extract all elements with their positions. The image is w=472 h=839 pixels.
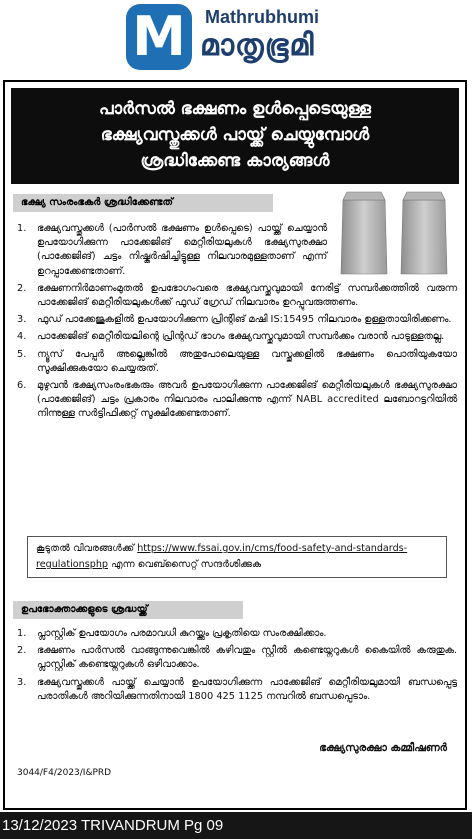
entrepreneur-guidelines-list bbox=[17, 222, 457, 425]
masthead bbox=[0, 0, 472, 78]
list-item: 4. പാക്കേജിങ് മെറ്റീരിയലിന്റെ പ്രിന്റഡ് ഭാഗം ഭക്ഷ്യവസ്തുവുമായി സമ്പർക്കം വരാൻ പാടുള്ളതല്ല. bbox=[17, 331, 445, 343]
logo-name-english: Mathrubhumi bbox=[205, 7, 319, 27]
release-code: 3044/F4/2023/I&PRD bbox=[17, 768, 112, 778]
list-item: 1. ഭക്ഷ്യവസ്തുക്കൾ (പാർസൽ ഭക്ഷണം ഉൾപ്പെടെ) പായ്ക്ക് ചെയ്യാൻ ഉപയോഗിക്കുന്ന പാക്കേജിങ് മെറ്റീരിയലുകൾ ഭക്ഷ്യസുരക്ഷാ (പാക്കേജിങ്) ചട്ടം നിഷ്കർഷിച്ചിട്ടുള്ള നിലവാരമുള്ളതാണ് എന്ന് ഉറപ്പാക്കേണ്ടതാണ്. bbox=[17, 223, 327, 277]
logo-name-malayalam: മാതൃഭൂമി bbox=[200, 28, 315, 63]
logo-mark: M bbox=[126, 4, 192, 70]
ad-title-line-1: പാർസൽ ഭക്ഷണം ഉൾപ്പെടെയുള്ള bbox=[98, 99, 371, 119]
ad-title-line-3: ശ്രദ്ധിക്കേണ്ട കാര്യങ്ങൾ bbox=[140, 151, 330, 171]
list-item: 3. ഫുഡ് പാക്കേജുകളിൽ ഉപയോഗിക്കുന്ന പ്രിന്റിങ് മഷി IS:15495 നിലവാരം ഉള്ളതായിരിക്കണം. bbox=[17, 314, 452, 326]
list-item: 3. ഭക്ഷ്യവസ്തുക്കൾ പായ്ക്ക് ചെയ്യാൻ ഉപയോഗിക്കുന്ന പാക്കേജിങ് മെറ്റീരിയലുമായി ബന്ധപ്പെട്ട പരാതികൾ അറിയിക്കുന്നതിനായി 1800 425 1125 നമ്പറിൽ ബന്ധപ്പെടാം. bbox=[17, 676, 457, 702]
list-item: 2. ഭക്ഷണം പാർസൽ വാങ്ങുന്നുവെങ്കിൽ കഴിവതും സ്റ്റീൽ കണ്ടെയ്നറുകൾ കൈയിൽ കരുതുക. പ്ലാസ്റ്റിക് കണ്ടെയ്നറുകൾ ഒഴിവാക്കാം. bbox=[17, 645, 457, 671]
list-item: 5. ന്യൂസ് പേപ്പർ അല്ലെങ്കിൽ അതുപോലെയുള്ള വസ്തുക്കളിൽ ഭക്ഷണം പൊതിയുകയോ സൂക്ഷിക്കുകയോ ചെയ്യരുത്. bbox=[17, 348, 457, 374]
list-item: 6. മുഴുവൻ ഭക്ഷ്യസംരംഭകരും അവർ ഉപയോഗിക്കുന്ന പാക്കേജിങ് മെറ്റീരിയലുകൾ ഭക്ഷ്യസുരക്ഷാ (പാക്കേജിങ്) ചട്ടം പ്രകാരം നിലവാരം പാലിക്കുന്നു എന്ന് NABL accredited ലബോറട്ടറിയിൽ നിന്നുള്ള സർട്ടിഫിക്കറ്റ് സൂക്ഷിക്കേണ്ടതാണ്. bbox=[17, 380, 457, 420]
more-info-suffix: എന്ന വെബ്സൈറ്റ് സന്ദർശിക്കുക bbox=[111, 559, 262, 570]
signoff-commissioner: ഭക്ഷ്യസുരക്ഷാ കമ്മീഷണർ bbox=[319, 742, 447, 754]
consumer-guidelines-list bbox=[17, 627, 457, 707]
more-info-box bbox=[27, 536, 447, 578]
advertisement bbox=[3, 80, 467, 810]
more-info-prefix: കൂടുതൽ വിവരങ്ങൾക്ക് bbox=[36, 543, 135, 554]
ad-title-line-2: ഭക്ഷ്യവസ്തുക്കൾ പായ്ക്ക് ചെയ്യുമ്പോൾ bbox=[100, 125, 370, 145]
list-item: 1. പ്ലാസ്റ്റിക് ഉപയോഗം പരമാവധി കുറയ്ക്കും പ്രകൃതിയെ സംരക്ഷിക്കാം. bbox=[17, 628, 327, 639]
page-footer-dateline: 13/12/2023 TRIVANDRUM Pg 09 bbox=[0, 812, 472, 839]
fssai-website-link[interactable]: https://www.fssai.gov.in/cms/food-safety-and-standards-regulationsphp bbox=[36, 543, 408, 570]
ad-title-banner bbox=[11, 88, 459, 184]
section-heading-consumers: ഉപഭോക്താക്കളുടെ ശ്രദ്ധയ്ക്ക് bbox=[13, 601, 243, 619]
list-item: 2. ഭക്ഷണനിർമാണംമുതൽ ഉപഭോഗംവരെ ഭക്ഷ്യവസ്തുവുമായി നേരിട്ട് സമ്പർക്കത്തിൽ വരുന്ന പാക്കേജിങ് മെറ്റീരിയലുകൾക്ക് ഫുഡ് ഗ്രേഡ് നിലവാരം ഉറപ്പുവരുത്തണം. bbox=[17, 282, 457, 309]
section-heading-entrepreneurs: ഭക്ഷ്യ സംരംഭകർ ശ്രദ്ധിക്കേണ്ടത് bbox=[13, 194, 273, 212]
